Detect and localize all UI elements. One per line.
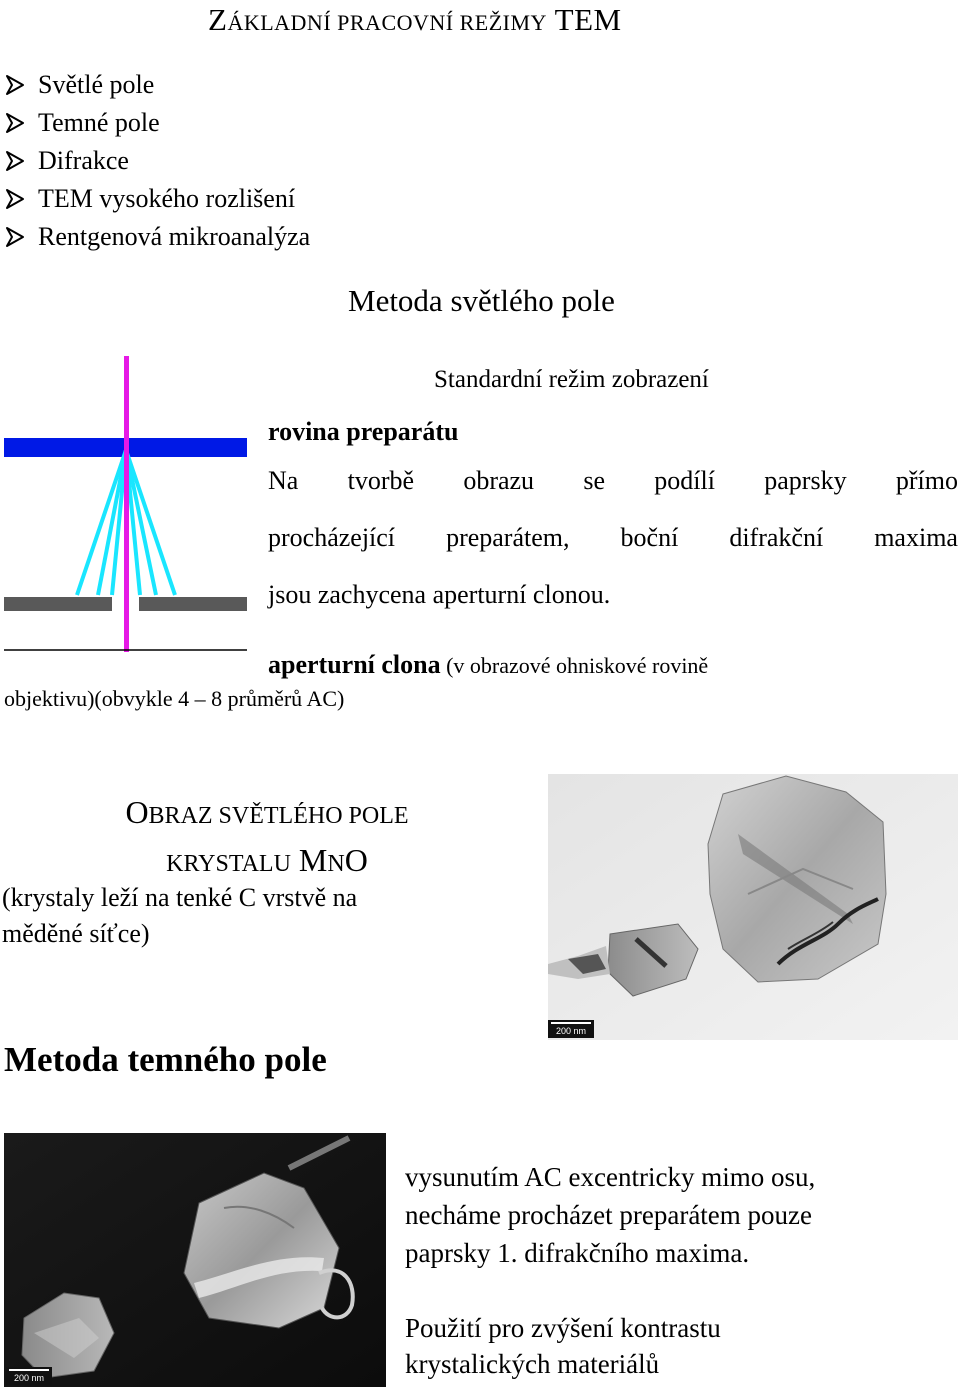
aperture-description: objektivu)(obvykle 4 – 8 průměrů AC) [4,686,345,711]
text-line: jsou zachycena aperturní clonou. [268,580,611,609]
arrow-bullet-icon [4,150,26,172]
aperture-label: aperturní clona (v obrazové ohniskové rovině [268,650,709,679]
arrow-bullet-icon [4,74,26,96]
list-item: Rentgenová mikroanalýza [4,218,310,256]
list-item: Temné pole [4,104,310,142]
arrow-bullet-icon [4,112,26,134]
text-line: Na tvorbě obrazu se podílí paprsky přímo [268,466,958,495]
standard-mode-label: Standardní režim zobrazení [434,366,709,393]
list-item: Světlé pole [4,66,310,104]
dark-field-micrograph [4,1133,386,1387]
scalebar-label: 200 nm [13,1373,45,1383]
text-line: procházející preparátem, boční difrakční maxima [268,523,958,552]
bright-field-micrograph [548,774,958,1040]
dark-field-heading: Metoda temného pole [4,1040,327,1079]
beam-axis [124,356,129,652]
bright-field-heading: Metoda světlého pole [348,283,615,318]
beam-diagram [0,352,250,662]
page-title: ZÁKLADNÍ PRACOVNÍ REŽIMY TEM [208,2,622,37]
image-caption-title: OBRAZ SVĚTLÉHO POLE KRYSTALU MNO [125,794,409,878]
dark-field-description: vysunutím AC excentricky mimo osu, necháme procházet preparátem pouze paprsky 1. difrakčního maxima. [405,1162,816,1268]
arrow-bullet-icon [4,226,26,248]
modes-list [4,66,310,256]
list-item: TEM vysokého rozlišení [4,180,310,218]
arrow-bullet-icon [4,188,26,210]
specimen-plane-label: rovina preparátu [268,417,459,446]
aperture-right [139,597,247,611]
list-item: Difrakce [4,142,310,180]
scalebar-label: 200 nm [555,1026,587,1036]
dark-field-use: Použití pro zvýšení kontrastu krystalických materiálů [405,1313,721,1379]
image-caption-description: (krystaly leží na tenké C vrstvě na měděné síťce) [2,883,358,948]
aperture-left [4,597,112,611]
